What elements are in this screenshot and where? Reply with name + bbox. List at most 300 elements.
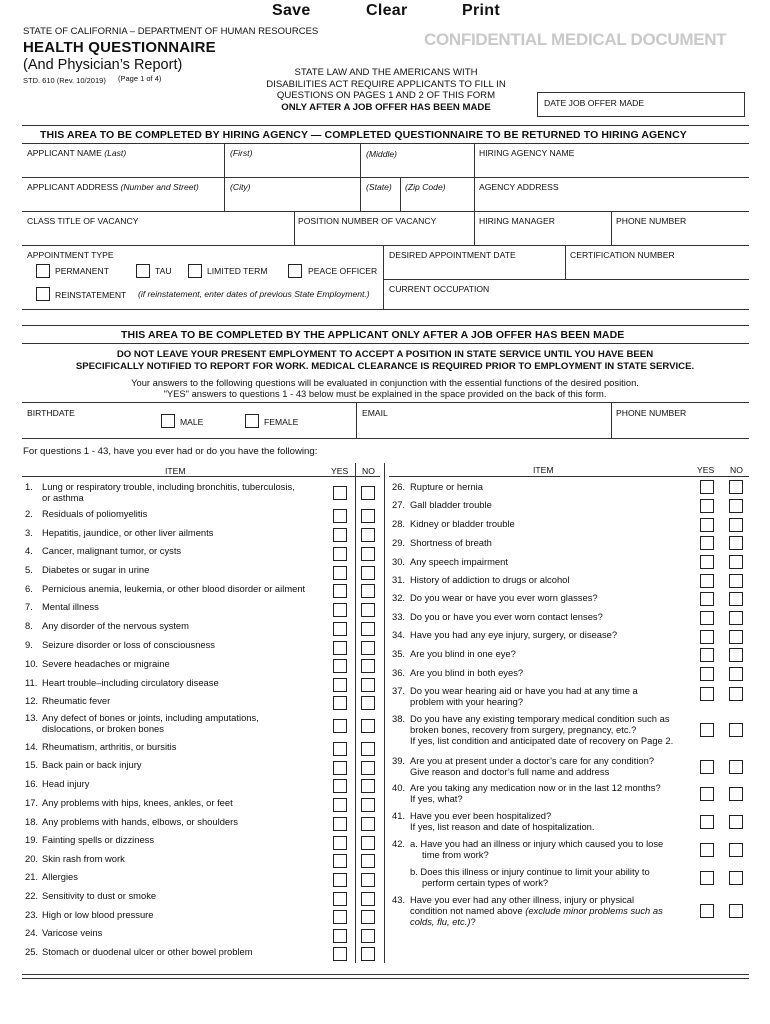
question-line: Seizure disorder or loss of consciousness bbox=[42, 639, 215, 650]
question-yes-checkbox[interactable] bbox=[700, 518, 714, 532]
question-no-checkbox[interactable] bbox=[361, 509, 375, 523]
peace-officer-checkbox[interactable] bbox=[288, 264, 302, 278]
question-yes-checkbox[interactable] bbox=[333, 854, 347, 868]
permanent-label: PERMANENT bbox=[55, 266, 109, 276]
question-yes-checkbox[interactable] bbox=[333, 798, 347, 812]
question-number: 33. bbox=[392, 611, 406, 622]
question-number: 22. bbox=[25, 890, 39, 901]
notice-line-2: SPECIFICALLY NOTIFIED TO REPORT FOR WORK. MEDICAL CLEARANCE IS REQUIRED PRIOR TO EMPLOYMENT IN STATE SERVICE. bbox=[75, 361, 695, 372]
divider bbox=[22, 402, 749, 403]
form-subtitle: (And Physician’s Report) bbox=[23, 57, 183, 73]
question-number: 16. bbox=[25, 778, 39, 789]
question-yes-checkbox[interactable] bbox=[700, 787, 714, 801]
question-text bbox=[42, 564, 149, 575]
question-line: a. Have you had an illness or injury which caused you to lose bbox=[410, 838, 664, 849]
question-no-checkbox[interactable] bbox=[729, 518, 743, 532]
label-sub: (Last) bbox=[104, 148, 127, 158]
divider bbox=[474, 211, 475, 245]
question-text bbox=[42, 797, 233, 808]
law-notice-line: DISABILITIES ACT REQUIRE APPLICANTS TO FILL IN bbox=[266, 78, 506, 90]
current-occupation-label[interactable]: CURRENT OCCUPATION bbox=[389, 284, 490, 294]
question-line bbox=[410, 821, 594, 832]
question-no-checkbox[interactable] bbox=[361, 719, 375, 733]
question-line bbox=[42, 492, 295, 503]
question-text bbox=[42, 620, 189, 631]
question-number: 7. bbox=[25, 601, 33, 612]
question-text bbox=[42, 527, 213, 538]
question-no-checkbox[interactable] bbox=[361, 854, 375, 868]
question-no-checkbox[interactable] bbox=[361, 641, 375, 655]
question-text bbox=[42, 481, 295, 503]
save-button[interactable]: Save bbox=[272, 2, 311, 19]
question-line: Kidney or bladder trouble bbox=[410, 518, 515, 529]
question-no-checkbox[interactable] bbox=[361, 659, 375, 673]
question-text bbox=[42, 946, 253, 957]
question-number: 39. bbox=[392, 755, 406, 766]
divider bbox=[22, 325, 749, 326]
question-no-checkbox[interactable] bbox=[729, 815, 743, 829]
question-yes-checkbox[interactable] bbox=[333, 742, 347, 756]
question-no-checkbox[interactable] bbox=[729, 536, 743, 550]
question-no-checkbox[interactable] bbox=[729, 760, 743, 774]
question-text bbox=[410, 592, 598, 603]
question-text bbox=[410, 713, 673, 746]
divider bbox=[383, 245, 384, 309]
question-line: Heart trouble–including circulatory disease bbox=[42, 677, 219, 688]
male-checkbox[interactable] bbox=[161, 414, 175, 428]
question-text bbox=[410, 481, 483, 492]
question-yes-checkbox[interactable] bbox=[333, 584, 347, 598]
question-no-checkbox[interactable] bbox=[729, 871, 743, 885]
divider bbox=[611, 402, 612, 438]
question-line: Diabetes or sugar in urine bbox=[42, 564, 150, 575]
middle-name-label[interactable]: (Middle) bbox=[366, 149, 398, 159]
question-yes-checkbox[interactable] bbox=[700, 536, 714, 550]
question-text bbox=[42, 695, 110, 706]
date-job-offer-field[interactable] bbox=[537, 92, 745, 117]
agency-address-label[interactable]: AGENCY ADDRESS bbox=[479, 182, 559, 192]
question-yes-checkbox[interactable] bbox=[700, 480, 714, 494]
zip-label[interactable]: (Zip Code) bbox=[405, 182, 446, 192]
appointment-type-label: APPOINTMENT TYPE bbox=[27, 250, 114, 260]
question-line: Do you or have you ever worn contact lenses? bbox=[410, 611, 603, 622]
question-text bbox=[410, 537, 492, 548]
question-no-checkbox[interactable] bbox=[729, 687, 743, 701]
question-text bbox=[42, 909, 154, 920]
question-line: Rheumatic fever bbox=[42, 695, 111, 706]
question-no-checkbox[interactable] bbox=[361, 584, 375, 598]
question-number: 18. bbox=[25, 816, 39, 827]
limited-term-checkbox[interactable] bbox=[188, 264, 202, 278]
question-line bbox=[410, 916, 663, 927]
divider bbox=[356, 402, 357, 438]
question-no-checkbox[interactable] bbox=[729, 787, 743, 801]
question-number: 29. bbox=[392, 537, 406, 548]
question-text bbox=[42, 712, 259, 734]
question-yes-checkbox[interactable] bbox=[700, 592, 714, 606]
divider bbox=[22, 309, 749, 310]
question-yes-checkbox[interactable] bbox=[333, 836, 347, 850]
question-yes-checkbox[interactable] bbox=[333, 566, 347, 580]
question-text bbox=[410, 894, 663, 927]
question-yes-checkbox[interactable] bbox=[333, 719, 347, 733]
question-yes-checkbox[interactable] bbox=[700, 499, 714, 513]
question-no-checkbox[interactable] bbox=[729, 611, 743, 625]
question-line-italic: colds, flu, etc.) bbox=[410, 916, 471, 927]
class-title-label[interactable]: CLASS TITLE OF VACANCY bbox=[27, 216, 139, 226]
question-line: Any problems with hands, elbows, or shoulders bbox=[42, 816, 238, 827]
divider bbox=[383, 279, 749, 280]
question-text bbox=[410, 518, 515, 529]
permanent-checkbox[interactable] bbox=[36, 264, 50, 278]
question-yes-checkbox[interactable] bbox=[700, 843, 714, 857]
question-text bbox=[42, 816, 238, 827]
question-yes-checkbox[interactable] bbox=[333, 817, 347, 831]
question-text bbox=[410, 648, 516, 659]
question-number: 11. bbox=[25, 677, 38, 688]
department-line: STATE OF CALIFORNIA – DEPARTMENT OF HUMAN RESOURCES bbox=[23, 26, 319, 37]
question-yes-checkbox[interactable] bbox=[333, 547, 347, 561]
question-text bbox=[42, 508, 147, 519]
question-no-checkbox[interactable] bbox=[361, 622, 375, 636]
question-line bbox=[42, 723, 259, 734]
item-header-right: ITEM bbox=[533, 465, 554, 475]
question-yes-checkbox[interactable] bbox=[333, 929, 347, 943]
question-line: Head injury bbox=[42, 778, 90, 789]
question-no-checkbox[interactable] bbox=[361, 836, 375, 850]
law-notice-line: STATE LAW AND THE AMERICANS WITH bbox=[294, 67, 478, 78]
question-no-checkbox[interactable] bbox=[361, 929, 375, 943]
question-line bbox=[410, 724, 673, 735]
question-number: 17. bbox=[25, 797, 39, 808]
question-line: b. Does this illness or injury continue to limit your ability to bbox=[410, 866, 650, 877]
question-line: Hepatitis, jaundice, or other liver ailments bbox=[42, 527, 214, 538]
question-no-checkbox[interactable] bbox=[361, 696, 375, 710]
question-line-part: dislocations, or broken bones bbox=[42, 723, 164, 734]
question-text bbox=[410, 629, 617, 640]
question-text bbox=[42, 834, 154, 845]
question-line: Skin rash from work bbox=[42, 853, 125, 864]
question-line-italic: (exclude minor problems such as bbox=[522, 905, 663, 916]
limited-term-label: LIMITED TERM bbox=[207, 266, 268, 276]
question-line: Have you had any eye injury, surgery, or disease? bbox=[410, 629, 618, 640]
question-line: Sensitivity to dust or smoke bbox=[42, 890, 157, 901]
question-yes-checkbox[interactable] bbox=[333, 678, 347, 692]
applicant-banner: THIS AREA TO BE COMPLETED BY THE APPLICANT ONLY AFTER A JOB OFFER HAS BEEN MADE bbox=[121, 329, 625, 341]
question-number: 37. bbox=[392, 685, 406, 696]
question-yes-checkbox[interactable] bbox=[700, 904, 714, 918]
question-yes-checkbox[interactable] bbox=[333, 873, 347, 887]
question-number: 21. bbox=[25, 871, 39, 882]
question-yes-checkbox[interactable] bbox=[700, 667, 714, 681]
question-line-part: condition not named above bbox=[410, 905, 523, 916]
question-number: 12. bbox=[25, 695, 39, 706]
question-line: Are you at present under a doctor’s care for any condition? bbox=[410, 755, 655, 766]
question-no-checkbox[interactable] bbox=[361, 798, 375, 812]
question-no-checkbox[interactable] bbox=[361, 486, 375, 500]
question-yes-checkbox[interactable] bbox=[700, 871, 714, 885]
question-no-checkbox[interactable] bbox=[729, 667, 743, 681]
divider bbox=[360, 143, 361, 177]
question-text bbox=[410, 866, 650, 888]
question-yes-checkbox[interactable] bbox=[333, 696, 347, 710]
question-number: 10. bbox=[25, 658, 39, 669]
question-yes-checkbox[interactable] bbox=[333, 659, 347, 673]
question-no-checkbox[interactable] bbox=[729, 904, 743, 918]
no-header-right: NO bbox=[730, 465, 743, 475]
question-line bbox=[410, 793, 661, 804]
question-line-part: If yes, list condition and anticipated date of recovery on Page 2. bbox=[410, 735, 674, 746]
question-text bbox=[42, 677, 219, 688]
question-line: Severe headaches or migraine bbox=[42, 658, 170, 669]
question-text bbox=[42, 658, 170, 669]
confidential-watermark: CONFIDENTIAL MEDICAL DOCUMENT bbox=[424, 30, 727, 49]
state-label[interactable]: (State) bbox=[366, 182, 392, 192]
question-line bbox=[410, 877, 650, 888]
divider bbox=[22, 177, 749, 178]
reinstatement-checkbox[interactable] bbox=[36, 287, 50, 301]
question-text bbox=[410, 810, 594, 832]
peace-officer-label: PEACE OFFICER bbox=[308, 266, 378, 276]
question-text bbox=[42, 853, 125, 864]
question-line: Any disorder of the nervous system bbox=[42, 620, 189, 631]
divider bbox=[389, 476, 749, 477]
question-number: 25. bbox=[25, 946, 39, 957]
question-no-checkbox[interactable] bbox=[729, 630, 743, 644]
applicant-name-label[interactable] bbox=[27, 148, 126, 158]
question-number: 40. bbox=[392, 782, 406, 793]
question-yes-checkbox[interactable] bbox=[333, 622, 347, 636]
question-no-checkbox[interactable] bbox=[729, 843, 743, 857]
question-no-checkbox[interactable] bbox=[729, 574, 743, 588]
female-checkbox[interactable] bbox=[245, 414, 259, 428]
question-line bbox=[410, 849, 663, 860]
question-text bbox=[42, 545, 181, 556]
question-no-checkbox[interactable] bbox=[729, 592, 743, 606]
question-line: Pernicious anemia, leukemia, or other blood disorder or ailment bbox=[42, 583, 306, 594]
certification-number-label[interactable]: CERTIFICATION NUMBER bbox=[570, 250, 675, 260]
page-indicator: (Page 1 of 4) bbox=[118, 74, 162, 83]
question-line: Have you ever had any other illness, injury or physical bbox=[410, 894, 635, 905]
question-line: Lung or respiratory trouble, including bronchitis, tuberculosis, bbox=[42, 481, 295, 492]
print-button[interactable]: Print bbox=[462, 2, 500, 19]
question-line-part: If yes, what? bbox=[410, 793, 463, 804]
yes-header-right: YES bbox=[697, 465, 715, 475]
question-no-checkbox[interactable] bbox=[361, 603, 375, 617]
divider bbox=[611, 211, 612, 245]
divider bbox=[224, 177, 225, 211]
no-header-left: NO bbox=[362, 466, 375, 476]
city-label[interactable]: (City) bbox=[230, 182, 251, 192]
question-number: 8. bbox=[25, 620, 33, 631]
question-number: 19. bbox=[25, 834, 39, 845]
question-text bbox=[410, 611, 603, 622]
label-text: APPLICANT NAME bbox=[27, 148, 102, 158]
question-number: 6. bbox=[25, 583, 33, 594]
divider bbox=[22, 211, 749, 212]
question-no-checkbox[interactable] bbox=[729, 555, 743, 569]
divider bbox=[22, 125, 749, 126]
applicant-address-label[interactable] bbox=[27, 182, 199, 192]
phone-number-label[interactable]: PHONE NUMBER bbox=[616, 216, 687, 226]
question-text bbox=[410, 499, 492, 510]
question-yes-checkbox[interactable] bbox=[700, 555, 714, 569]
question-no-checkbox[interactable] bbox=[361, 779, 375, 793]
question-yes-checkbox[interactable] bbox=[333, 910, 347, 924]
question-text bbox=[42, 583, 305, 594]
divider bbox=[360, 177, 361, 211]
question-text bbox=[42, 890, 156, 901]
date-job-offer-label: DATE JOB OFFER MADE bbox=[544, 98, 645, 108]
question-number: 2. bbox=[25, 508, 33, 519]
question-line-part: If yes, list reason and date of hospitalization. bbox=[410, 821, 595, 832]
question-line: Any defect of bones or joints, including amputations, bbox=[42, 712, 259, 723]
question-line-part: Give reason and doctor’s full name and address bbox=[410, 766, 610, 777]
question-no-checkbox[interactable] bbox=[729, 480, 743, 494]
question-line: Are you taking any medication now or in the last 12 months? bbox=[410, 782, 661, 793]
question-yes-checkbox[interactable] bbox=[700, 611, 714, 625]
question-no-checkbox[interactable] bbox=[361, 817, 375, 831]
law-notice bbox=[252, 67, 520, 113]
agency-form-grid bbox=[22, 143, 749, 309]
question-line: Are you blind in one eye? bbox=[410, 648, 516, 659]
question-line: Shortness of breath bbox=[410, 537, 492, 548]
question-line-part: time from work? bbox=[422, 849, 489, 860]
question-number: 31. bbox=[392, 574, 406, 585]
divider bbox=[224, 143, 225, 177]
question-yes-checkbox[interactable] bbox=[700, 574, 714, 588]
question-yes-checkbox[interactable] bbox=[700, 723, 714, 737]
reinstatement-note: (if reinstatement, enter dates of previous State Employment.) bbox=[138, 289, 370, 299]
reinstatement-label: REINSTATEMENT bbox=[55, 290, 127, 300]
question-text bbox=[410, 782, 661, 804]
form-number: STD. 610 (Rev. 10/2019) bbox=[23, 76, 106, 85]
question-yes-checkbox[interactable] bbox=[700, 648, 714, 662]
question-text bbox=[42, 601, 99, 612]
question-number: 15. bbox=[25, 759, 39, 770]
question-no-checkbox[interactable] bbox=[361, 742, 375, 756]
question-no-checkbox[interactable] bbox=[361, 678, 375, 692]
hiring-manager-label[interactable]: HIRING MANAGER bbox=[479, 216, 555, 226]
question-number: 30. bbox=[392, 556, 406, 567]
question-number: 32. bbox=[392, 592, 406, 603]
question-line: Varicose veins bbox=[42, 927, 103, 938]
question-line: Cancer, malignant tumor, or cysts bbox=[42, 545, 182, 556]
divider bbox=[22, 974, 749, 975]
question-line-part: problem with your hearing? bbox=[410, 696, 524, 707]
divider bbox=[22, 438, 749, 439]
question-yes-checkbox[interactable] bbox=[333, 486, 347, 500]
question-yes-checkbox[interactable] bbox=[700, 760, 714, 774]
question-yes-checkbox[interactable] bbox=[333, 528, 347, 542]
law-notice-line: ONLY AFTER A JOB OFFER HAS BEEN MADE bbox=[281, 101, 491, 113]
divider bbox=[474, 177, 475, 211]
question-line: Are you blind in both eyes? bbox=[410, 667, 524, 678]
birthdate-label[interactable]: BIRTHDATE bbox=[27, 408, 75, 418]
question-no-checkbox[interactable] bbox=[361, 910, 375, 924]
question-number: 28. bbox=[392, 518, 406, 529]
question-text bbox=[410, 667, 523, 678]
question-no-checkbox[interactable] bbox=[361, 528, 375, 542]
question-no-checkbox[interactable] bbox=[361, 892, 375, 906]
question-yes-checkbox[interactable] bbox=[700, 630, 714, 644]
question-yes-checkbox[interactable] bbox=[333, 761, 347, 775]
divider bbox=[294, 211, 295, 245]
question-line: Fainting spells or dizziness bbox=[42, 834, 155, 845]
question-line: Stomach or duodenal ulcer or other bowel problem bbox=[42, 946, 253, 957]
question-text bbox=[42, 927, 102, 938]
email-label[interactable]: EMAIL bbox=[362, 408, 388, 418]
question-text bbox=[42, 778, 89, 789]
question-line: Back pain or back injury bbox=[42, 759, 142, 770]
question-number: 36. bbox=[392, 667, 406, 678]
question-yes-checkbox[interactable] bbox=[700, 815, 714, 829]
question-number: 20. bbox=[25, 853, 39, 864]
question-line: Allergies bbox=[42, 871, 78, 882]
question-number: 34. bbox=[392, 629, 406, 640]
clear-button[interactable]: Clear bbox=[366, 2, 408, 19]
question-number: 23. bbox=[25, 909, 39, 920]
divider bbox=[474, 143, 475, 177]
question-line-part: or asthma bbox=[42, 492, 84, 503]
divider bbox=[565, 245, 566, 279]
question-yes-checkbox[interactable] bbox=[700, 687, 714, 701]
question-no-checkbox[interactable] bbox=[729, 499, 743, 513]
question-no-checkbox[interactable] bbox=[361, 761, 375, 775]
question-no-checkbox[interactable] bbox=[361, 566, 375, 580]
question-line: Residuals of poliomyelitis bbox=[42, 508, 148, 519]
question-yes-checkbox[interactable] bbox=[333, 509, 347, 523]
question-text bbox=[410, 574, 569, 585]
divider bbox=[355, 463, 356, 963]
question-yes-checkbox[interactable] bbox=[333, 641, 347, 655]
tau-checkbox[interactable] bbox=[136, 264, 150, 278]
desired-date-label[interactable]: DESIRED APPOINTMENT DATE bbox=[389, 250, 516, 260]
label-sub: (Number and Street) bbox=[120, 182, 199, 192]
question-no-checkbox[interactable] bbox=[729, 648, 743, 662]
question-text bbox=[410, 755, 654, 777]
question-line: Have you ever been hospitalized? bbox=[410, 810, 552, 821]
position-number-label[interactable]: POSITION NUMBER OF VACANCY bbox=[298, 216, 437, 226]
notice-line-1: DO NOT LEAVE YOUR PRESENT EMPLOYMENT TO ACCEPT A POSITION IN STATE SERVICE UNTIL YOU HAVE BEEN bbox=[116, 349, 654, 360]
question-number: 38. bbox=[392, 713, 406, 724]
question-line: Rheumatism, arthritis, or bursitis bbox=[42, 741, 177, 752]
question-no-checkbox[interactable] bbox=[361, 547, 375, 561]
question-number: 4. bbox=[25, 545, 33, 556]
question-line bbox=[410, 735, 673, 746]
divider bbox=[384, 463, 385, 963]
question-yes-checkbox[interactable] bbox=[333, 947, 347, 961]
question-yes-checkbox[interactable] bbox=[333, 779, 347, 793]
applicant-phone-label[interactable]: PHONE NUMBER bbox=[616, 408, 687, 418]
first-name-label[interactable]: (First) bbox=[230, 148, 253, 158]
divider bbox=[22, 476, 380, 477]
yes-header-left: YES bbox=[331, 466, 349, 476]
question-no-checkbox[interactable] bbox=[729, 723, 743, 737]
hiring-agency-name-label[interactable]: HIRING AGENCY NAME bbox=[479, 148, 575, 158]
question-yes-checkbox[interactable] bbox=[333, 603, 347, 617]
question-text bbox=[42, 741, 176, 752]
question-number: 1. bbox=[25, 481, 33, 492]
question-number: 27. bbox=[392, 499, 406, 510]
question-text bbox=[42, 759, 142, 770]
divider bbox=[400, 177, 401, 211]
questions-intro: For questions 1 - 43, have you ever had or do you have the following: bbox=[23, 446, 318, 457]
question-no-checkbox[interactable] bbox=[361, 873, 375, 887]
question-no-checkbox[interactable] bbox=[361, 947, 375, 961]
question-number: 43. bbox=[392, 894, 406, 905]
question-yes-checkbox[interactable] bbox=[333, 892, 347, 906]
